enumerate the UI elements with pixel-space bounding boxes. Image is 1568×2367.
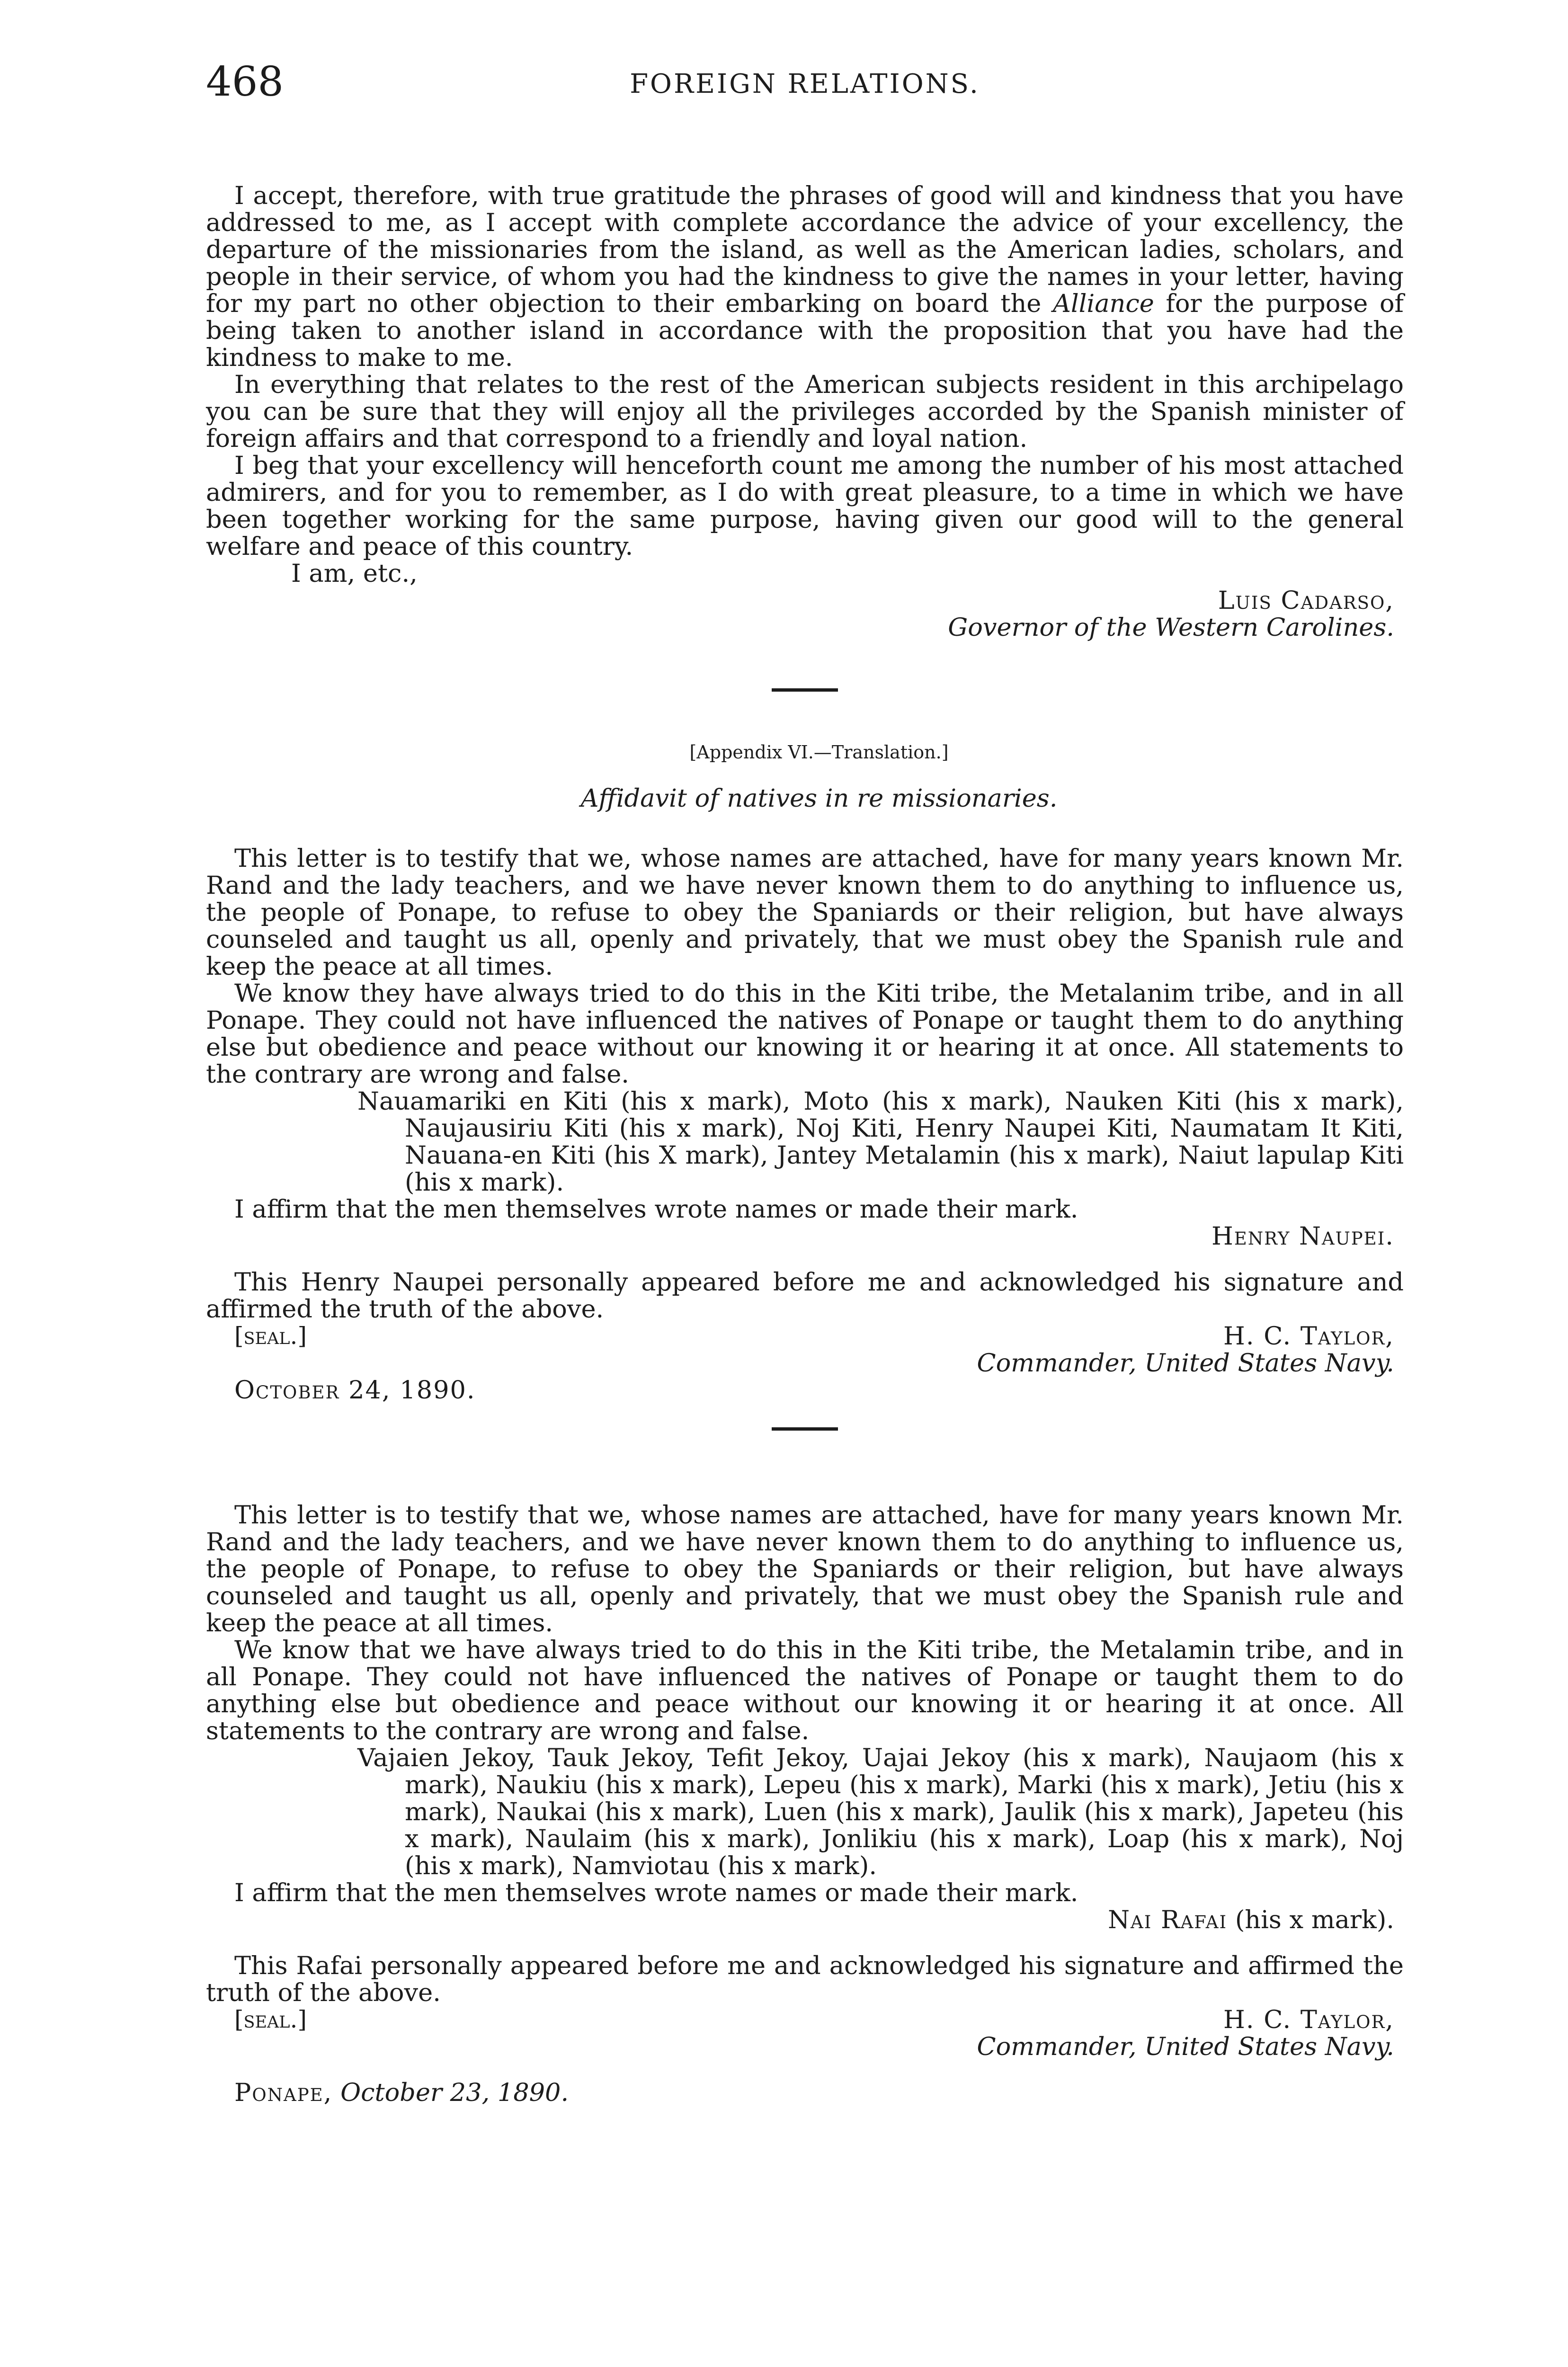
affidavit1-officer: H. C. Taylor,	[1223, 1322, 1394, 1351]
letter-signer-name: Luis Cadarso,	[1218, 586, 1394, 615]
affidavit2-affirm: I affirm that the men themselves wrote names or made their mark.	[234, 1878, 1078, 1907]
affidavit2-paragraph-1: This letter is to testify that we, whose names are attached, have for many years known Mr. Rand and the lady teachers, and we have never known them to do anything to influence us, the people of Ponape, to refuse to obey the Spaniards or their religion, but have always counseled and taught us all, openly and privately, that we must obey the Spanish rule and keep the peace at all times.	[206, 1501, 1404, 1637]
affidavit2-officer: H. C. Taylor,	[1223, 2005, 1394, 2034]
affidavit2-date: October 23, 1890.	[340, 2078, 569, 2107]
section-rule-2	[772, 1427, 838, 1431]
affidavit2-seal-row	[206, 2006, 1404, 2033]
affidavit1-paragraph-2: We know they have always tried to do this in the Kiti tribe, the Metalanim tribe, and in all Ponape. They could not have influenced the natives of Ponape or taught them to do anything else but obedience and peace without our knowing it or hearing it at once. All statements to the contrary are wrong and false.	[206, 979, 1404, 1089]
letter-signer-title: Governor of the Western Carolines.	[948, 613, 1394, 642]
affidavit2-affirm-signer-mark: (his x mark).	[1235, 1905, 1394, 1934]
letter-paragraph-2: In everything that relates to the rest of the American subjects resident in this archipelago you can be sure that they will enjoy all the privileges accorded by the Spanish minister of foreign affairs and that correspond to a friendly and loyal nation.	[206, 370, 1404, 453]
affidavit2-affirm-signer: Nai Rafai	[1108, 1905, 1228, 1934]
affidavit1-seal-row	[206, 1323, 1404, 1350]
ship-name: Alliance	[1052, 289, 1154, 318]
page-number: 468	[206, 58, 284, 106]
letter-paragraph-3: I beg that your excellency will henceforth count me among the number of his most attached admirers, and for you to remember, as I do with great pleasure, to a time in which we have been together working for the same purpose, having given our good will to the general welfare and peace of this country.	[206, 451, 1404, 561]
affidavit1-seal: [seal.]	[234, 1322, 307, 1350]
affidavit1-paragraph-1: This letter is to testify that we, whose names are attached, have for many years known Mr. Rand and the lady teachers, and we have never known them to do anything to influence us, the people of Ponape, to refuse to obey the Spaniards or their religion, but have always counseled and taught us all, openly and privately, that we must obey the Spanish rule and keep the peace at all times.	[206, 844, 1404, 981]
letter-signer-title-line	[206, 614, 1404, 641]
affidavit2-names: Vajaien Jekoy, Tauk Jekoy, Tefit Jekoy, Uajai Jekoy (his x mark), Naujaom (his x mark), Naukiu (his x mark), Lepeu (his x mark), Marki (his x mark), Jetiu (his x mark), Naukai (his x mark), Luen (his x mark), Jaulik (his x mark), Japeteu (his x mark), Naulaim (his x mark), Jonlikiu (his x mark), Loap (his x mark), Noj (his x mark), Namviotau (his x mark).	[357, 1744, 1404, 1880]
affidavit1-names: Nauamariki en Kiti (his x mark), Moto (his x mark), Nauken Kiti (his x mark), Naujausiriu Kiti (his x mark), Noj Kiti, Henry Naupei Kiti, Naumatam It Kiti, Nauana-en Kiti (his X mark), Jantey Metalamin (his x mark), Naiut lapulap Kiti (his x mark).	[357, 1087, 1404, 1197]
appendix-title: Affidavit of natives in re missionaries.	[580, 784, 1058, 813]
letter-p1-text: I accept, therefore, with true gratitude the phrases of good will and kindness that you have addressed to me, as I accept with complete accordance the advice of your excellency, the departure of the missionaries from the island, as well as the American ladies, scholars, and people in their service, of whom you had the kindness to give the names in your letter, having for my part no other objection to their embarking on board the	[206, 181, 1404, 318]
affidavit1-acknowledgement: This Henry Naupei personally appeared before me and acknowledged his signature and affirmed the truth of the above.	[206, 1268, 1404, 1324]
affidavit1-date: October 24, 1890.	[234, 1376, 476, 1405]
running-title: FOREIGN RELATIONS.	[630, 69, 980, 99]
letter-p1-end: for the purpose of being taken to another island in accordance with the proposition that you have had the kindness to make to me.	[206, 289, 1404, 372]
affidavit2-affirm-signer-line	[206, 1906, 1404, 1933]
affidavit2-officer-title-line	[206, 2033, 1404, 2060]
affidavit1-officer-title: Commander, United States Navy.	[977, 1349, 1394, 1378]
affidavit2-date-line	[206, 2079, 1404, 2106]
affidavit2-officer-title: Commander, United States Navy.	[977, 2032, 1394, 2061]
affidavit1-affirm-signer: Henry Naupei.	[1211, 1222, 1394, 1251]
affidavit1-affirm-signer-line	[206, 1223, 1404, 1250]
letter-closing: I am, etc.,	[291, 559, 418, 588]
affidavit1-officer-title-line	[206, 1350, 1404, 1377]
page-body	[206, 182, 1404, 2106]
appendix-label: [Appendix VI.—Translation.]	[689, 742, 949, 763]
affidavit1-date-line	[206, 1377, 1404, 1404]
affidavit2-acknowledgement: This Rafai personally appeared before me and acknowledged his signature and affirmed the truth of the above.	[206, 1951, 1404, 2007]
section-rule	[772, 688, 838, 692]
affidavit2-place: Ponape,	[234, 2078, 333, 2107]
letter-paragraph-1	[206, 182, 1404, 371]
affidavit1-affirm: I affirm that the men themselves wrote names or made their mark.	[234, 1195, 1078, 1224]
page-header	[206, 56, 1404, 108]
affidavit2-paragraph-2: We know that we have always tried to do this in the Kiti tribe, the Metalamin tribe, and in all Ponape. They could not have influenced the natives of Ponape or taught them to do anything else but obedience and peace without our knowing it or hearing it at once. All statements to the contrary are wrong and false.	[206, 1636, 1404, 1745]
affidavit2-seal: [seal.]	[234, 2006, 307, 2033]
letter-signer	[206, 587, 1404, 614]
